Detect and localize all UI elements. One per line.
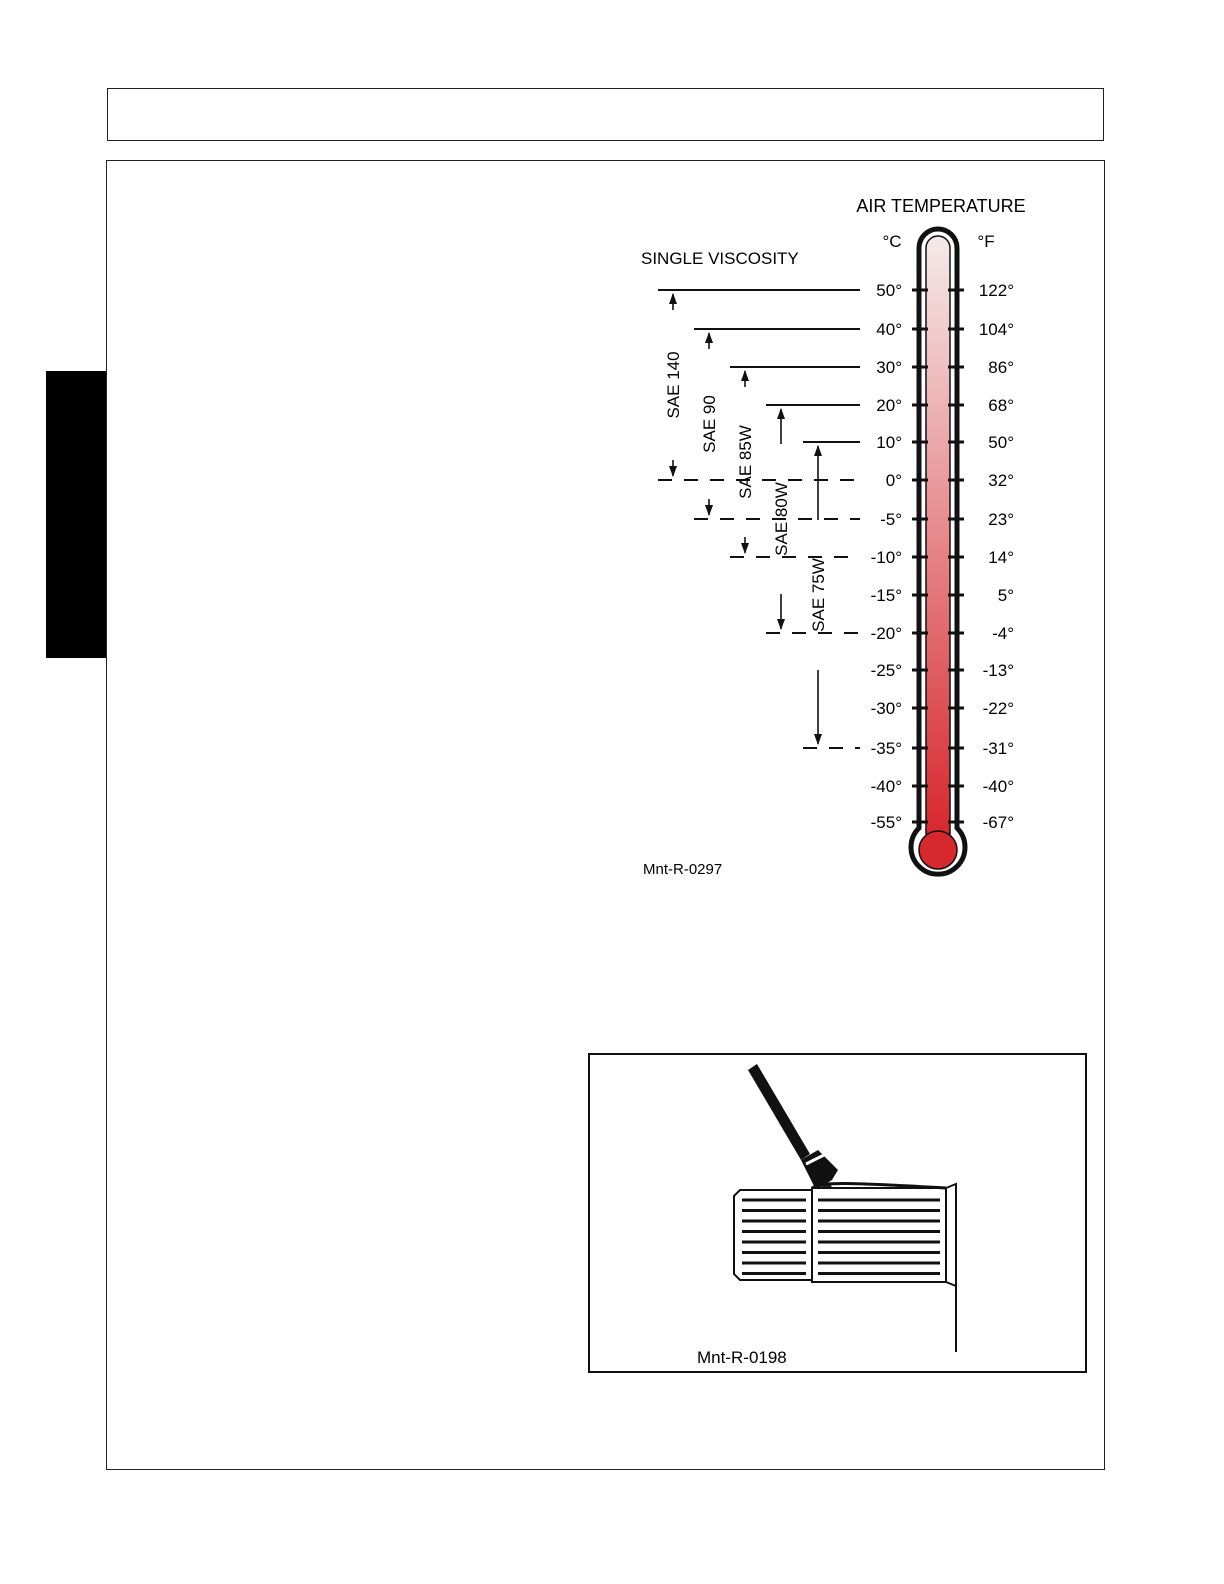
celsius-label: -15°: [870, 586, 902, 605]
celsius-unit-label: °C: [882, 232, 902, 251]
fahrenheit-label: -40°: [982, 777, 1014, 796]
splined-shaft-drawing: [734, 1184, 956, 1353]
arrow-head-up: [777, 408, 785, 419]
sae-grade-label: SAE 90: [700, 395, 719, 453]
celsius-label: -40°: [870, 777, 902, 796]
celsius-label: -55°: [870, 813, 902, 832]
arrow-head-up: [814, 445, 822, 456]
arrow-head-down: [741, 543, 749, 554]
celsius-label: 40°: [876, 320, 902, 339]
fahrenheit-label: 32°: [988, 471, 1014, 490]
fahrenheit-label: 68°: [988, 396, 1014, 415]
celsius-label: -35°: [870, 739, 902, 758]
fahrenheit-label: 23°: [988, 510, 1014, 529]
thermometer-mercury: [926, 236, 950, 834]
sae-grade-label: SAE 85W: [736, 425, 755, 499]
fahrenheit-unit-label: °F: [977, 232, 995, 251]
arrow-head-down: [705, 505, 713, 516]
single-viscosity-heading: SINGLE VISCOSITY: [641, 249, 799, 268]
arrow-head-up: [741, 370, 749, 381]
sae-grade-label: SAE 80W: [772, 482, 791, 556]
celsius-label: 50°: [876, 281, 902, 300]
fahrenheit-label: 104°: [978, 320, 1014, 339]
arrow-head-down: [814, 734, 822, 745]
fahrenheit-label: -22°: [982, 699, 1014, 718]
celsius-label: -5°: [880, 510, 902, 529]
fahrenheit-label: -67°: [982, 813, 1014, 832]
fahrenheit-label: 14°: [988, 548, 1014, 567]
celsius-label: 0°: [885, 471, 902, 490]
sae-grade-label: SAE 75W: [809, 558, 828, 632]
shaft-figure-id: Mnt-R-0198: [697, 1348, 787, 1367]
celsius-label: 30°: [876, 358, 902, 377]
fahrenheit-label: 5°: [997, 586, 1014, 605]
celsius-label: -20°: [870, 624, 902, 643]
fahrenheit-label: -4°: [992, 624, 1014, 643]
celsius-label: 10°: [876, 433, 902, 452]
thermometer-figure-id: Mnt-R-0297: [643, 861, 723, 878]
arrow-head-down: [669, 466, 677, 477]
fahrenheit-label: -31°: [982, 739, 1014, 758]
thermometer-bulb: [919, 831, 957, 869]
arrow-head-up: [705, 332, 713, 343]
arrow-head-down: [777, 619, 785, 630]
arrow-head-up: [669, 293, 677, 304]
fahrenheit-label: 122°: [978, 281, 1014, 300]
fahrenheit-label: 50°: [988, 433, 1014, 452]
fahrenheit-label: -13°: [982, 661, 1014, 680]
celsius-label: -25°: [870, 661, 902, 680]
air-temperature-title: AIR TEMPERATURE: [856, 196, 1026, 216]
celsius-label: -30°: [870, 699, 902, 718]
celsius-label: 20°: [876, 396, 902, 415]
celsius-label: -10°: [870, 548, 902, 567]
fahrenheit-label: 86°: [988, 358, 1014, 377]
brush-icon: [748, 1064, 838, 1198]
sae-grade-label: SAE 140: [664, 351, 683, 419]
